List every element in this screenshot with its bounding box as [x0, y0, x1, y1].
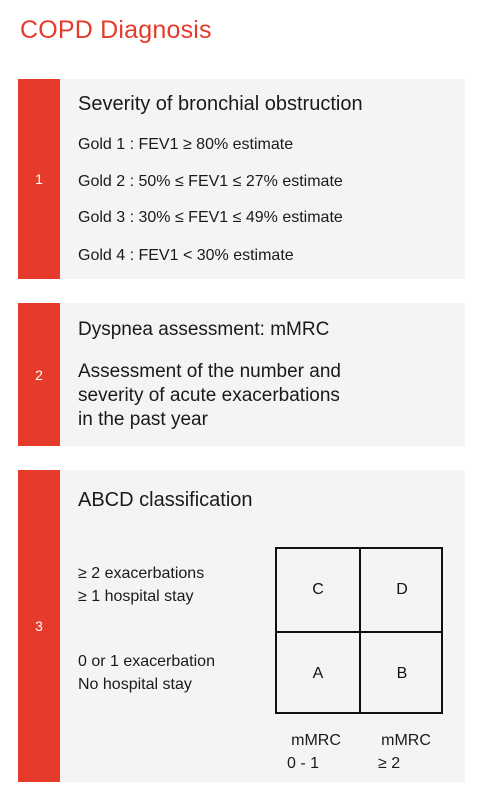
step-number-badge: 2: [18, 303, 60, 446]
grid-cell-a: A: [312, 665, 324, 682]
grid-cell-c: C: [312, 581, 324, 598]
axis-line: 0 - 1: [287, 755, 320, 772]
step-card-3: [18, 470, 465, 782]
grid-cell-b: B: [396, 665, 408, 682]
axis-line: mMRC: [381, 732, 431, 749]
axis-line: ≥ 2: [378, 755, 401, 772]
step-card-1: [18, 79, 465, 279]
step-card-content: [78, 79, 455, 279]
axis-label-low-mmrc: [281, 729, 351, 775]
gold-stage-3: Gold 3 : 30% ≤ FEV1 ≤ 49% estimate: [78, 209, 343, 226]
gold-stage-1: Gold 1 : FEV1 ≥ 80% estimate: [78, 136, 294, 153]
high-risk-criteria: [78, 562, 204, 608]
abcd-grid: [275, 547, 443, 714]
card-heading: Dyspnea assessment: mMRC: [78, 319, 330, 340]
body-line: severity of acute exacerbations: [78, 385, 340, 406]
page-title: COPD Diagnosis: [20, 16, 212, 44]
grid-cell-d: D: [396, 581, 408, 598]
axis-label-high-mmrc: [371, 729, 441, 775]
axis-line: mMRC: [291, 732, 341, 749]
body-line: Assessment of the number and: [78, 361, 341, 382]
card-heading: Severity of bronchial obstruction: [78, 93, 363, 115]
step-card-content: [78, 470, 455, 782]
step-number-badge: 1: [18, 79, 60, 279]
criteria-line: ≥ 1 hospital stay: [78, 588, 194, 605]
step-card-2: [18, 303, 465, 446]
body-line: in the past year: [78, 409, 208, 430]
criteria-line: No hospital stay: [78, 676, 192, 693]
step-card-content: [78, 303, 455, 446]
gold-stage-4: Gold 4 : FEV1 < 30% estimate: [78, 247, 294, 264]
criteria-line: ≥ 2 exacerbations: [78, 565, 205, 582]
criteria-line: 0 or 1 exacerbation: [78, 653, 215, 670]
gold-stage-2: Gold 2 : 50% ≤ FEV1 ≤ 27% estimate: [78, 173, 343, 190]
card-heading: ABCD classification: [78, 489, 253, 511]
low-risk-criteria: [78, 650, 215, 696]
step-number-badge: 3: [18, 470, 60, 782]
